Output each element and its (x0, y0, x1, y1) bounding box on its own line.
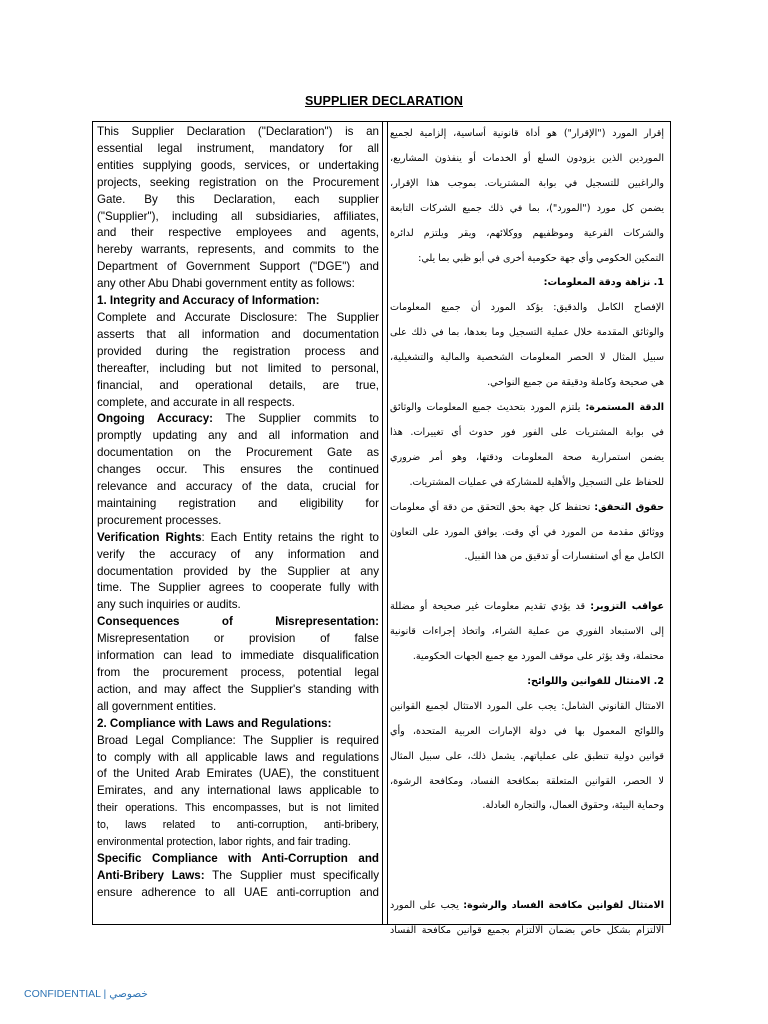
arabic-text: وحماية البيئة، وحقوق العمال، والتجارة العادلة. (482, 800, 664, 812)
english-line (97, 665, 379, 682)
english-line (97, 293, 379, 310)
english-text: financial, and operational details, are true, (97, 378, 379, 392)
arabic-line (390, 247, 664, 272)
english-line (97, 750, 379, 767)
english-heading: 1. Integrity and Accuracy of Information: (97, 294, 320, 308)
arabic-line (390, 446, 664, 471)
english-line (97, 496, 379, 513)
arabic-text: الإفصاح الكامل والدقيق: يؤكد المورد أن جميع المعلومات (390, 302, 664, 314)
english-line (97, 445, 379, 462)
english-text: Emirates, and any international laws applicable to (97, 784, 379, 798)
english-text: provided during the registration process and (97, 344, 379, 358)
english-line (97, 124, 379, 141)
arabic-line (390, 396, 664, 421)
english-line (97, 513, 379, 530)
arabic-heading: 2. الامتثال للقوانين واللوائح: (527, 675, 664, 687)
arabic-text: قد يؤدي تقديم معلومات غير صحيحة أو مضللة (390, 601, 591, 613)
english-text: any other Abu Dhabi government entity as follows: (97, 277, 355, 291)
arabic-line (390, 894, 664, 919)
arabic-line (390, 570, 664, 595)
document-title: SUPPLIER DECLARATION (304, 94, 464, 108)
arabic-line (390, 770, 664, 795)
english-line (97, 766, 379, 783)
arabic-text: والوثائق المقدمة خلال عملية التسجيل وما بعدها، بما في ذلك على (390, 327, 664, 339)
english-text: any such inquiries or audits. (97, 598, 241, 612)
english-text: environmental protection, labor rights, and fair trading. (97, 836, 351, 849)
english-text: their operations. This encompasses, but is not limited (97, 802, 379, 815)
english-line (97, 682, 379, 699)
english-text: Gate. By this Declaration, each supplier (97, 192, 379, 206)
arabic-text: والراغبين للتسجيل في بوابة المشتريات. بموجب هذا الإقرار، (390, 177, 664, 189)
arabic-heading: 1. نزاهة ودقة المعلومات: (543, 277, 664, 289)
english-line (97, 597, 379, 614)
english-text: to comply with all applicable laws and regulations (97, 750, 379, 764)
arabic-text: هي صحيحة وكاملة ودقيقة من جميع النواحي. (487, 377, 664, 389)
english-text: time. The Supplier agrees to cooperate fully with (97, 581, 379, 595)
arabic-text: الكامل مع أي استفسارات أو تدقيق من هذا القبيل. (464, 551, 664, 563)
arabic-text: سبيل المثال لا الحصر المعلومات الشخصية والمالية والتشغيلية، (390, 352, 664, 364)
english-heading: Anti-Bribery Laws: (97, 868, 205, 882)
arabic-line (390, 620, 664, 645)
arabic-text: واللوائح المعمول بها في دولة الإمارات العربية المتحدة، وأي (390, 725, 664, 737)
english-text: to, laws related to anti-corruption, anti-bribery, (97, 819, 379, 832)
arabic-line (390, 745, 664, 770)
arabic-heading: عواقب التزوير: (590, 601, 665, 613)
english-line (97, 851, 379, 868)
arabic-text: الالتزام بشكل خاص بضمان الالتزام بجميع قوانين مكافحة الفساد (390, 924, 664, 936)
english-text: entities supplying goods, services, or undertaking (97, 158, 379, 172)
arabic-text: قوانين دولية تنطبق على عملياتهم. يشمل ذلك، على سبيل المثال (390, 750, 664, 762)
english-heading: Specific Compliance with Anti-Corruption and (97, 851, 379, 865)
english-line (97, 834, 379, 851)
english-heading: Ongoing Accuracy: (97, 412, 213, 426)
arabic-line (390, 147, 664, 172)
english-heading: Consequences of Misrepresentation: (97, 615, 379, 629)
column-divider (382, 121, 383, 925)
english-text: promptly updating any and all information and (97, 429, 379, 443)
arabic-line (390, 645, 664, 670)
arabic-text: محتملة، وقد يؤثر على موقف المورد مع جميع الجهات الحكومية. (412, 651, 664, 663)
english-line (97, 783, 379, 800)
arabic-text: الموردين الذين يزودون السلع أو الخدمات أو ينفذون المشاريع، (390, 152, 664, 164)
english-line (97, 411, 379, 428)
english-text: Misrepresentation or provision of false (97, 632, 379, 646)
footer-confidential (24, 988, 148, 1000)
english-line (97, 395, 379, 412)
arabic-line (390, 471, 664, 496)
arabic-line (390, 321, 664, 346)
arabic-text: يلتزم المورد بتحديث جميع المعلومات والوثائق (390, 401, 586, 413)
arabic-text: يجب على المورد (390, 900, 464, 912)
english-text: Complete and Accurate Disclosure: The Supplier (97, 310, 379, 324)
arabic-heading: الامتثال لقوانين مكافحة الفساد والرشوة: (463, 900, 664, 912)
english-text: and their respective employees and agents, (97, 226, 379, 240)
english-text: all government entities. (97, 699, 217, 713)
english-text: : Each Entity retains the right to (201, 530, 379, 544)
english-line (97, 327, 379, 344)
english-text: complete, and accurate in all respects. (97, 395, 295, 409)
english-heading: Verification Rights (97, 530, 202, 544)
arabic-text: إقرار المورد ("الإقرار") هو أداة قانونية أساسية، إلزامية لجميع (390, 128, 664, 139)
english-text: procurement processes. (97, 513, 222, 527)
arabic-line (390, 122, 664, 147)
english-text: relevance and accuracy of the data, crucial for (97, 480, 379, 494)
arabic-text: لا الحصر، القوانين المتعلقة بمكافحة الفساد، ومكافحة الرشوة، (390, 775, 664, 787)
arabic-line (390, 371, 664, 396)
english-line (97, 276, 379, 293)
arabic-heading: الدقة المستمرة: (585, 401, 664, 413)
english-line (97, 699, 379, 716)
english-line (97, 242, 379, 259)
arabic-line (390, 695, 664, 720)
english-line (97, 158, 379, 175)
arabic-line (390, 496, 664, 521)
english-text: projects, seeking registration on the Procurement (97, 175, 379, 189)
english-text: of the United Arab Emirates (UAE), the constituent (97, 767, 379, 781)
english-text: documentation on the Procurement Gate as (97, 446, 379, 460)
footer-label: CONFIDENTIAL | (24, 988, 107, 1000)
english-line (97, 580, 379, 597)
english-text: changes occur. This ensures the continued (97, 463, 379, 477)
arabic-text: في بوابة المشتريات على الفور فور حدوث أي تغييرات. هذا (390, 426, 664, 438)
english-line (97, 192, 379, 209)
english-line (97, 733, 379, 750)
english-line (97, 564, 379, 581)
english-line (97, 225, 379, 242)
arabic-line (390, 844, 664, 869)
english-text: hereby warrants, represents, and commits to the (97, 243, 379, 257)
arabic-text: والشركات الفرعية وموظفيهم ووكلائهم، ويقر ويلتزم لدائرة (390, 227, 664, 239)
english-text: Department of Government Support ("DGE") and (97, 260, 379, 274)
arabic-line (390, 545, 664, 570)
arabic-text: الامتثال القانوني الشامل: يجب على المورد الامتثال لجميع القوانين (390, 700, 664, 712)
english-line (97, 648, 379, 665)
arabic-line (390, 296, 664, 321)
english-line (97, 885, 379, 902)
english-text: documentation provided by the Supplier at any (97, 564, 379, 578)
english-text: ensure adherence to all UAE anti-corruption and (97, 885, 379, 899)
arabic-line (390, 521, 664, 546)
arabic-line (390, 197, 664, 222)
arabic-heading: حقوق التحقق: (594, 501, 664, 513)
english-line (97, 344, 379, 361)
english-line (97, 631, 379, 648)
arabic-line (390, 869, 664, 894)
arabic-line (390, 421, 664, 446)
english-text: ("Supplier"), including all subsidiaries, affiliates, (97, 209, 379, 223)
english-line (97, 462, 379, 479)
english-text: action, and may affect the Supplier's standing with (97, 682, 379, 696)
english-line (97, 175, 379, 192)
english-line (97, 259, 379, 276)
arabic-line (390, 222, 664, 247)
arabic-text: إلى الاستبعاد الفوري من عملية الشراء، واتخاذ إجراءات قانونية (390, 626, 664, 638)
english-line (97, 547, 379, 564)
english-text: asserts that all information and documentation (97, 327, 379, 341)
english-line (97, 868, 379, 885)
english-text: information can lead to immediate disqualification (97, 649, 379, 663)
english-line (97, 716, 379, 733)
arabic-text: تحتفظ كل جهة بحق التحقق من دقة أي معلومات (390, 501, 595, 513)
english-line (97, 310, 379, 327)
english-text: thereafter, including but not limited to personal, (97, 361, 379, 375)
english-text: from the procurement process, potential legal (97, 666, 379, 679)
english-text: The Supplier commits to (213, 412, 379, 426)
footer-arabic-label: خصوصي (109, 988, 148, 1000)
arabic-text: التمكين الحكومي وأي جهة حكومية أخرى في أبو ظبي بما يلي: (418, 252, 664, 264)
arabic-text: يضمن استمرارية صحة المعلومات ودقتها، وهو أمر ضروري (390, 451, 664, 463)
english-line (97, 141, 379, 158)
english-text-column (97, 124, 379, 922)
english-line (97, 378, 379, 395)
arabic-text-column (390, 122, 665, 936)
english-line (97, 530, 379, 547)
english-text: essential legal instrument, mandatory for all (97, 141, 379, 155)
english-text: Broad Legal Compliance: The Supplier is required (97, 733, 379, 747)
arabic-line (390, 271, 664, 296)
arabic-line (390, 595, 664, 620)
arabic-line (390, 172, 664, 197)
english-text: This Supplier Declaration ("Declaration") is an (97, 125, 379, 138)
english-line (97, 817, 379, 834)
arabic-text: للحفاظ على التسجيل والأهلية للمشاركة في عمليات المشتريات. (409, 476, 664, 488)
arabic-line (390, 919, 664, 944)
english-line (97, 361, 379, 378)
english-line (97, 428, 379, 445)
arabic-line (390, 346, 664, 371)
english-heading: 2. Compliance with Laws and Regulations: (97, 716, 332, 730)
arabic-line (390, 720, 664, 745)
english-text: verify the accuracy of any information and (97, 547, 379, 561)
english-line (97, 479, 379, 496)
arabic-line (390, 794, 664, 819)
english-line (97, 209, 379, 226)
english-line (97, 800, 379, 817)
arabic-text: ووثائق مقدمة من المورد في أي وقت. يوافق المورد على التعاون (390, 526, 664, 538)
english-line (97, 614, 379, 631)
english-text: The Supplier must specifically (204, 868, 379, 882)
arabic-text: يضمن كل مورد ("المورد")، بما في ذلك جميع الشركات التابعة (390, 202, 664, 214)
arabic-line (390, 819, 664, 844)
arabic-line (390, 670, 664, 695)
english-text: maintaining registration and eligibility for (97, 496, 379, 510)
